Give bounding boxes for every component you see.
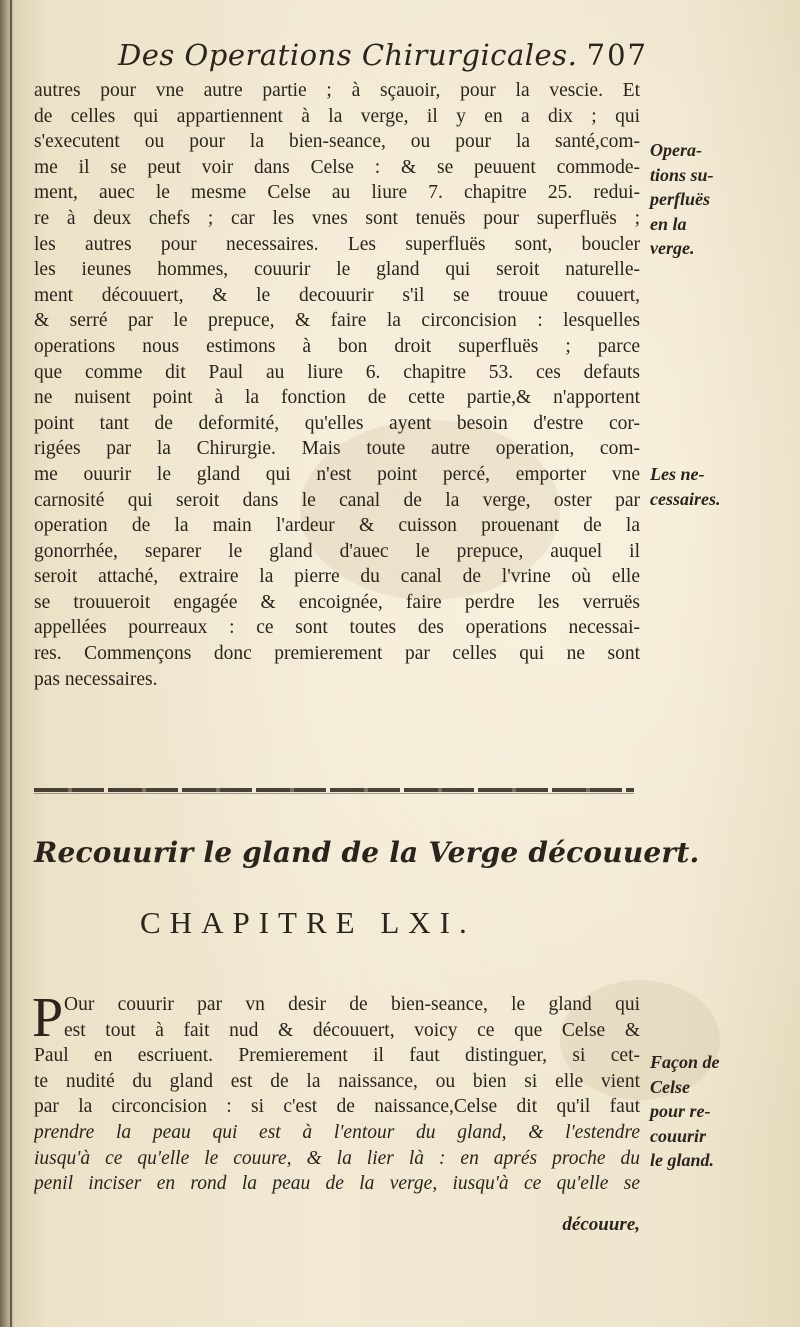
text-line: me il se peut voir dans Celse : & se peuuent commode-	[34, 156, 640, 178]
text-line: de celles qui appartiennent à la verge, il y en a dix ; qui	[34, 105, 640, 127]
text-line: operations nous estimons à bon droit superfluës ; parce	[34, 335, 640, 357]
text-line: ment, auec le mesme Celse au liure 7. chapitre 25. redui-	[34, 182, 640, 204]
main-text-block	[34, 78, 640, 692]
catchword: découure,	[562, 1214, 640, 1235]
margin-note-line: perfluës	[650, 189, 710, 209]
text-line: ne nuisent point à la fonction de cette partie,& n'apportent	[34, 387, 640, 409]
text-line: gonorrhée, separer le gland d'auec le prepuce, auquel il	[34, 540, 640, 562]
margin-note-line: cessaires.	[650, 488, 721, 509]
section-divider-rule	[34, 784, 634, 796]
text-line: me ouurir le gland qui n'est point percé, emporter vne	[34, 463, 640, 485]
text-line: carnosité qui seroit dans le canal de la verge, oster par	[34, 489, 640, 511]
margin-note-line: verge.	[650, 238, 695, 258]
margin-note-line: tions su-	[650, 164, 714, 185]
text-line: rigées par la Chirurgie. Mais toute autre operation, com-	[34, 438, 640, 460]
text-line: les ieunes hommes, couurir le gland qui seroit naturelle-	[34, 259, 640, 281]
chapter-text-line: est tout à fait nud & découuert, voicy ce que Celse &	[64, 1019, 640, 1041]
chapter-heading: CHAPITRE LXI.	[140, 905, 476, 940]
chapter-text-line: Our couurir par vn desir de bien-seance, le gland qui	[64, 994, 640, 1015]
chapter-text-line: penil inciser en rond la peau de la verge, iusqu'à ce qu'elle se	[34, 1173, 640, 1195]
text-line: les autres pour necessaires. Les superfluës sont, boucler	[34, 233, 640, 255]
margin-note-les-necessaires	[650, 462, 770, 511]
margin-note-line: Les ne-	[650, 464, 705, 484]
text-line: operation de la main l'ardeur & cuisson prouenant de la	[34, 515, 640, 537]
text-line: seroit attaché, extraire la pierre du canal de l'vrine où elle	[34, 566, 640, 588]
text-line: se trouueroit engagée & encoignée, faire perdre les verruës	[34, 591, 640, 613]
page-number: 707	[586, 38, 648, 72]
chapter-text-line: iusqu'à ce qu'elle le couure, & la lier là : en aprés proche du	[34, 1147, 640, 1169]
running-head-title: Des Operations Chirurgicales.	[118, 38, 578, 72]
text-line: que comme dit Paul au liure 6. chapitre 53. ces defauts	[34, 361, 640, 383]
margin-note-line: Façon de	[650, 1052, 720, 1072]
text-line: appellées pourreaux : ce sont toutes des operations necessai-	[34, 617, 640, 639]
binding-edge	[10, 0, 12, 1327]
text-line: ment découuert, & le decouurir s'il se trouue couuert,	[34, 284, 640, 306]
text-line: re à deux chefs ; car les vnes sont tenuës pour superfluës ;	[34, 207, 640, 229]
margin-note-line: Celse	[650, 1076, 690, 1097]
margin-note-line: en la	[650, 213, 687, 234]
running-head	[118, 38, 648, 78]
margin-note-line: couurir	[650, 1125, 707, 1146]
chapter-text-line: te nudité du gland est de la naissance, ou bien si elle vient	[34, 1070, 640, 1092]
text-line: pas necessaires.	[34, 668, 158, 690]
margin-note-line: pour re-	[650, 1101, 711, 1121]
chapter-text-line: prendre la peau qui est à l'entour du gland, & l'estendre	[34, 1121, 640, 1143]
text-line: res. Commençons donc premierement par celles qui ne sont	[34, 643, 640, 665]
text-line: autres pour vne autre partie ; à sçauoir, pour la vescie. Et	[34, 80, 640, 101]
chapter-text-line: par la circoncision : si c'est de naissance,Celse dit qu'il faut	[34, 1096, 640, 1118]
text-line: & serré par le prepuce, & faire la circoncision : lesquelles	[34, 310, 640, 332]
margin-note-line: Opera-	[650, 140, 702, 160]
chapter-text-block	[32, 987, 640, 1197]
section-title: Recouurir le gland de la Verge découuert.	[34, 836, 700, 869]
drop-cap: P	[32, 987, 64, 1049]
chapter-text-line: Paul en escriuent. Premierement il faut distinguer, si cet-	[34, 1045, 640, 1067]
text-line: point tant de deformité, qu'elles ayent besoin d'estre cor-	[34, 412, 640, 434]
margin-note-facon-de-celse	[650, 1050, 770, 1173]
margin-note-operations-superflues	[650, 138, 770, 261]
margin-note-line: le gland.	[650, 1150, 715, 1170]
text-line: s'executent ou pour la bien-seance, ou pour la santé,com-	[34, 131, 640, 153]
